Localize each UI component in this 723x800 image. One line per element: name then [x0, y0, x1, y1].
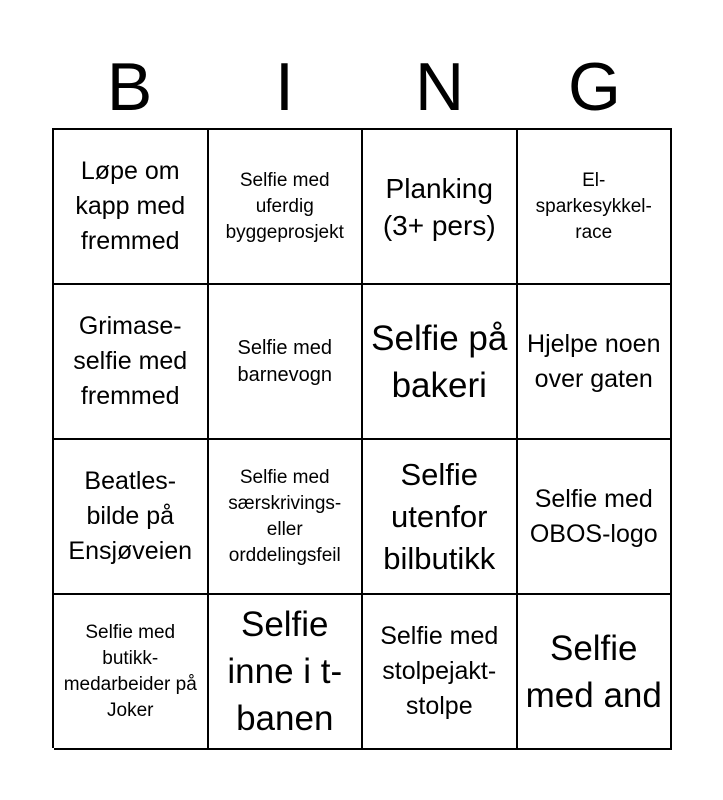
- cell-text: Løpe om kapp med fremmed: [75, 157, 186, 255]
- bingo-cell[interactable]: [209, 130, 364, 285]
- header-letter-g: G: [568, 49, 621, 125]
- cell-text: Selfie med stolpejakt-stolpe: [380, 622, 499, 720]
- header-letter-n: N: [414, 49, 465, 125]
- cell-text: El-sparkesykkel-race: [535, 169, 652, 243]
- cell-text: Grimase-selfie med fremmed: [73, 312, 188, 410]
- bingo-cell[interactable]: [54, 440, 209, 595]
- bingo-cell[interactable]: [54, 130, 209, 285]
- bingo-cell[interactable]: [209, 285, 364, 440]
- bingo-cell[interactable]: [518, 285, 673, 440]
- bingo-cell[interactable]: [209, 440, 364, 595]
- cell-text: Selfie inne i t-banen: [227, 605, 343, 738]
- bingo-cell[interactable]: [518, 440, 673, 595]
- cell-text: Planking (3+ pers): [382, 172, 496, 241]
- bingo-cell[interactable]: [54, 285, 209, 440]
- cell-text: Hjelpe noen over gaten: [527, 329, 661, 393]
- cell-text: Selfie med barnevogn: [237, 336, 333, 386]
- bingo-grid: [52, 128, 672, 748]
- bingo-cell[interactable]: [363, 130, 518, 285]
- bingo-cell[interactable]: [54, 595, 209, 750]
- cell-text: Selfie med uferdig byggeprosjekt: [225, 169, 344, 243]
- bingo-cell[interactable]: [363, 285, 518, 440]
- bingo-cell[interactable]: [209, 595, 364, 750]
- cell-text: Selfie med and: [525, 628, 662, 715]
- bingo-cell[interactable]: [518, 595, 673, 750]
- cell-text: Selfie med OBOS-logo: [529, 484, 658, 548]
- bingo-cell[interactable]: [518, 130, 673, 285]
- cell-text: Selfie på bakeri: [371, 318, 508, 405]
- cell-text: Selfie med butikk-medarbeider på Joker: [63, 621, 197, 721]
- header-letter-b: B: [106, 49, 153, 125]
- cell-text: Selfie utenfor bilbutikk: [383, 456, 496, 576]
- bingo-cell[interactable]: [363, 440, 518, 595]
- bingo-cell[interactable]: [363, 595, 518, 750]
- bingo-header: [52, 45, 672, 130]
- cell-text: Beatles-bilde på Ensjøveien: [68, 467, 193, 565]
- header-letter-i: I: [275, 49, 294, 125]
- cell-text: Selfie med særskrivings- eller orddelingsfeil: [228, 466, 342, 566]
